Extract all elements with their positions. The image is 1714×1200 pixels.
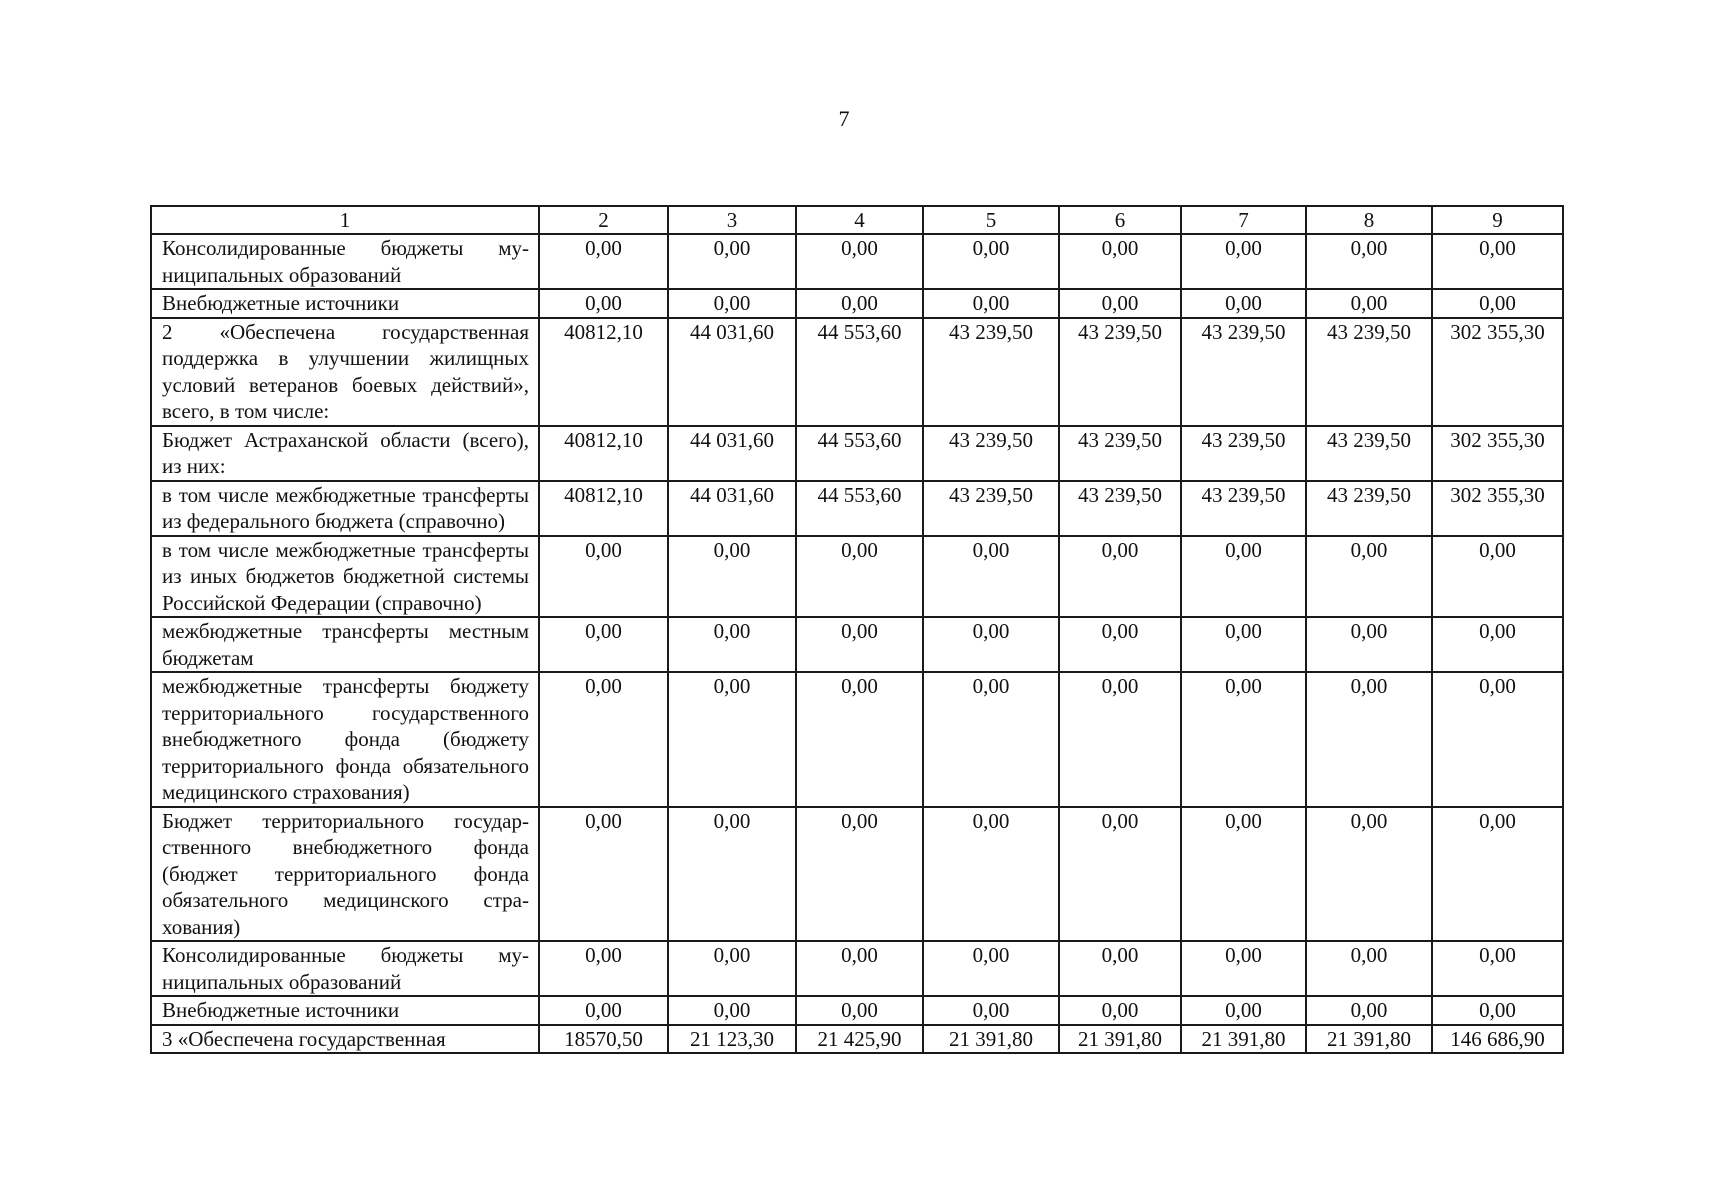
value-cell: 0,00 bbox=[1059, 536, 1181, 618]
value-cell: 0,00 bbox=[539, 289, 668, 318]
value-cell: 302 355,30 bbox=[1432, 481, 1563, 536]
value-cell: 0,00 bbox=[668, 941, 796, 996]
table-row bbox=[151, 672, 1563, 807]
value-cell: 0,00 bbox=[539, 536, 668, 618]
value-cell: 302 355,30 bbox=[1432, 318, 1563, 426]
table-row bbox=[151, 536, 1563, 618]
value-cell: 0,00 bbox=[1181, 617, 1306, 672]
value-cell: 21 123,30 bbox=[668, 1025, 796, 1054]
value-cell: 43 239,50 bbox=[1181, 426, 1306, 481]
column-number-5: 5 bbox=[923, 206, 1059, 234]
value-cell: 0,00 bbox=[539, 941, 668, 996]
value-cell: 0,00 bbox=[923, 536, 1059, 618]
value-cell: 0,00 bbox=[539, 234, 668, 289]
column-number-4: 4 bbox=[796, 206, 923, 234]
row-label: межбюджетные трансферты бюджету территориального государственного внебюджетного фонда (бюджету территориального фонда обязательного медицинского страхования) bbox=[151, 672, 539, 807]
value-cell: 0,00 bbox=[796, 941, 923, 996]
value-cell: 0,00 bbox=[668, 289, 796, 318]
value-cell: 0,00 bbox=[796, 234, 923, 289]
value-cell: 0,00 bbox=[1181, 996, 1306, 1025]
row-label: Внебюджетные источники bbox=[151, 289, 539, 318]
table-row bbox=[151, 807, 1563, 942]
row-label: Бюджет территориального государственного внебюджетного фонда (бюджет территориального фонда обязательного медицинского страхования) bbox=[151, 807, 539, 942]
value-cell: 40812,10 bbox=[539, 318, 668, 426]
row-label: Консолидированные бюджеты муниципальных образований bbox=[151, 941, 539, 996]
value-cell: 43 239,50 bbox=[1306, 426, 1432, 481]
value-cell: 0,00 bbox=[923, 941, 1059, 996]
value-cell: 0,00 bbox=[1059, 672, 1181, 807]
column-number-2: 2 bbox=[539, 206, 668, 234]
row-label: 2 «Обеспечена государственная поддержка в улучшении жилищных условий ветеранов боевых действий», всего, в том числе: bbox=[151, 318, 539, 426]
table-header-row bbox=[151, 206, 1563, 234]
value-cell: 0,00 bbox=[539, 807, 668, 942]
value-cell: 43 239,50 bbox=[1181, 318, 1306, 426]
value-cell: 40812,10 bbox=[539, 481, 668, 536]
value-cell: 21 391,80 bbox=[923, 1025, 1059, 1054]
value-cell: 43 239,50 bbox=[1059, 481, 1181, 536]
value-cell: 0,00 bbox=[1432, 617, 1563, 672]
value-cell: 43 239,50 bbox=[1059, 318, 1181, 426]
value-cell: 0,00 bbox=[539, 617, 668, 672]
row-label: Консолидированные бюджеты муниципальных образований bbox=[151, 234, 539, 289]
table-row bbox=[151, 941, 1563, 996]
value-cell: 0,00 bbox=[1181, 234, 1306, 289]
value-cell: 43 239,50 bbox=[1181, 481, 1306, 536]
value-cell: 0,00 bbox=[1306, 289, 1432, 318]
value-cell: 146 686,90 bbox=[1432, 1025, 1563, 1054]
value-cell: 40812,10 bbox=[539, 426, 668, 481]
value-cell: 0,00 bbox=[1059, 234, 1181, 289]
value-cell: 44 553,60 bbox=[796, 318, 923, 426]
table-row bbox=[151, 617, 1563, 672]
value-cell: 0,00 bbox=[1059, 996, 1181, 1025]
value-cell: 0,00 bbox=[796, 996, 923, 1025]
value-cell: 0,00 bbox=[668, 536, 796, 618]
table-row bbox=[151, 234, 1563, 289]
column-number-9: 9 bbox=[1432, 206, 1563, 234]
page-number: 7 bbox=[838, 106, 850, 131]
value-cell: 0,00 bbox=[1432, 672, 1563, 807]
value-cell: 0,00 bbox=[923, 234, 1059, 289]
value-cell: 43 239,50 bbox=[1306, 481, 1432, 536]
value-cell: 0,00 bbox=[1181, 536, 1306, 618]
value-cell: 21 425,90 bbox=[796, 1025, 923, 1054]
value-cell: 0,00 bbox=[668, 672, 796, 807]
value-cell: 44 031,60 bbox=[668, 481, 796, 536]
value-cell: 44 031,60 bbox=[668, 318, 796, 426]
value-cell: 0,00 bbox=[796, 617, 923, 672]
value-cell: 0,00 bbox=[539, 672, 668, 807]
value-cell: 0,00 bbox=[1306, 617, 1432, 672]
value-cell: 0,00 bbox=[1181, 672, 1306, 807]
row-label: в том числе межбюджетные трансферты из иных бюджетов бюджетной системы Российской Федерации (справочно) bbox=[151, 536, 539, 618]
value-cell: 0,00 bbox=[923, 617, 1059, 672]
value-cell: 43 239,50 bbox=[1059, 426, 1181, 481]
value-cell: 0,00 bbox=[1432, 536, 1563, 618]
table-row bbox=[151, 996, 1563, 1025]
value-cell: 0,00 bbox=[923, 672, 1059, 807]
table-row bbox=[151, 481, 1563, 536]
value-cell: 0,00 bbox=[1432, 941, 1563, 996]
value-cell: 0,00 bbox=[1181, 941, 1306, 996]
value-cell: 0,00 bbox=[1306, 672, 1432, 807]
value-cell: 302 355,30 bbox=[1432, 426, 1563, 481]
value-cell: 0,00 bbox=[923, 807, 1059, 942]
value-cell: 0,00 bbox=[1181, 289, 1306, 318]
value-cell: 0,00 bbox=[796, 807, 923, 942]
value-cell: 0,00 bbox=[923, 996, 1059, 1025]
value-cell: 44 031,60 bbox=[668, 426, 796, 481]
column-number-7: 7 bbox=[1181, 206, 1306, 234]
value-cell: 0,00 bbox=[796, 536, 923, 618]
value-cell: 21 391,80 bbox=[1306, 1025, 1432, 1054]
value-cell: 0,00 bbox=[668, 807, 796, 942]
budget-table bbox=[150, 205, 1564, 1054]
value-cell: 44 553,60 bbox=[796, 481, 923, 536]
value-cell: 43 239,50 bbox=[923, 318, 1059, 426]
value-cell: 0,00 bbox=[796, 289, 923, 318]
value-cell: 0,00 bbox=[1432, 289, 1563, 318]
value-cell: 0,00 bbox=[1181, 807, 1306, 942]
column-number-3: 3 bbox=[668, 206, 796, 234]
table-row bbox=[151, 426, 1563, 481]
value-cell: 0,00 bbox=[668, 234, 796, 289]
row-label: Внебюджетные источники bbox=[151, 996, 539, 1025]
column-number-6: 6 bbox=[1059, 206, 1181, 234]
value-cell: 21 391,80 bbox=[1059, 1025, 1181, 1054]
value-cell: 0,00 bbox=[1306, 996, 1432, 1025]
value-cell: 21 391,80 bbox=[1181, 1025, 1306, 1054]
value-cell: 18570,50 bbox=[539, 1025, 668, 1054]
value-cell: 0,00 bbox=[1432, 807, 1563, 942]
value-cell: 43 239,50 bbox=[923, 426, 1059, 481]
value-cell: 0,00 bbox=[1306, 234, 1432, 289]
value-cell: 0,00 bbox=[1059, 807, 1181, 942]
value-cell: 0,00 bbox=[1306, 536, 1432, 618]
value-cell: 0,00 bbox=[1306, 807, 1432, 942]
table-row bbox=[151, 1025, 1563, 1054]
value-cell: 0,00 bbox=[1059, 941, 1181, 996]
column-number-8: 8 bbox=[1306, 206, 1432, 234]
value-cell: 44 553,60 bbox=[796, 426, 923, 481]
row-label: межбюджетные трансферты местным бюджетам bbox=[151, 617, 539, 672]
value-cell: 0,00 bbox=[923, 289, 1059, 318]
value-cell: 43 239,50 bbox=[923, 481, 1059, 536]
row-label: в том числе межбюджетные трансферты из федерального бюджета (справочно) bbox=[151, 481, 539, 536]
row-label: 3 «Обеспечена государственная bbox=[151, 1025, 539, 1054]
value-cell: 0,00 bbox=[1306, 941, 1432, 996]
table-row bbox=[151, 289, 1563, 318]
value-cell: 43 239,50 bbox=[1306, 318, 1432, 426]
table-row bbox=[151, 318, 1563, 426]
value-cell: 0,00 bbox=[1059, 289, 1181, 318]
value-cell: 0,00 bbox=[668, 996, 796, 1025]
row-label: Бюджет Астраханской области (всего), из них: bbox=[151, 426, 539, 481]
value-cell: 0,00 bbox=[668, 617, 796, 672]
value-cell: 0,00 bbox=[796, 672, 923, 807]
value-cell: 0,00 bbox=[1432, 234, 1563, 289]
column-number-1: 1 bbox=[151, 206, 539, 234]
value-cell: 0,00 bbox=[1059, 617, 1181, 672]
value-cell: 0,00 bbox=[539, 996, 668, 1025]
value-cell: 0,00 bbox=[1432, 996, 1563, 1025]
